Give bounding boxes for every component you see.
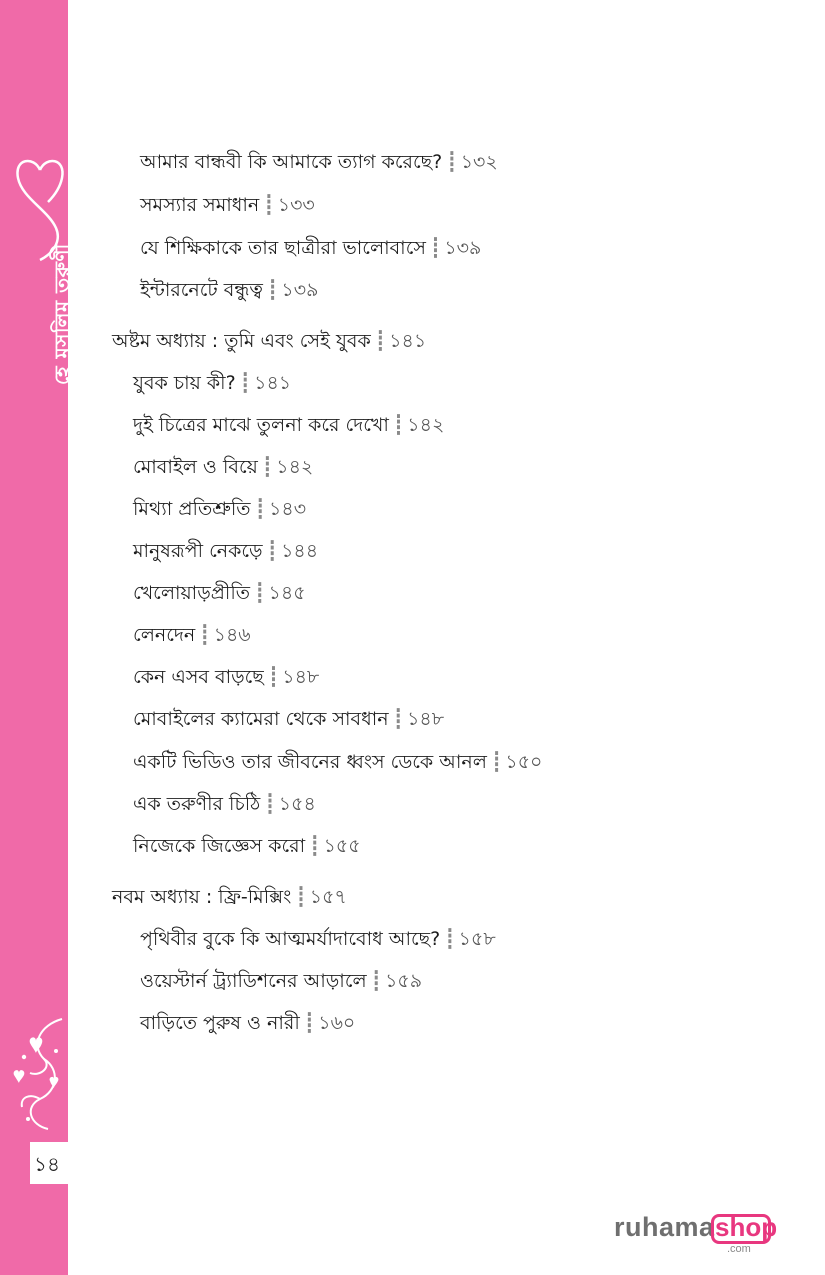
toc-separator: ┋ <box>266 540 279 562</box>
logo-brand-text: ruhama <box>614 1212 715 1242</box>
logo-shop-text: shop <box>715 1212 778 1242</box>
toc-separator: ┋ <box>267 666 280 688</box>
toc-separator: ┋ <box>295 886 307 908</box>
toc-page-number: ১৪৪ <box>281 540 319 562</box>
toc-page-number: ১৪৩ <box>269 498 307 520</box>
toc-page-number: ১৪২ <box>407 414 445 436</box>
toc-separator: ┋ <box>254 498 267 520</box>
toc-entry-title: আমার বান্ধবী কি আমাকে ত্যাগ করেছে? <box>140 151 443 173</box>
toc-separator: ┋ <box>303 1012 316 1034</box>
toc-separator: ┋ <box>444 928 456 950</box>
toc-separator: ┋ <box>263 194 275 216</box>
toc-entry <box>140 150 498 174</box>
toc-page-number: ১৪৫ <box>268 582 306 604</box>
toc-entry <box>140 193 315 217</box>
toc-page-number: ১৩৩ <box>277 194 315 216</box>
toc-entry <box>133 792 316 816</box>
toc-entry <box>133 539 318 563</box>
toc-separator: ┋ <box>309 835 321 857</box>
toc-separator: ┋ <box>490 751 503 773</box>
toc-entry-title: ওয়েস্টার্ন ট্র্যাডিশনের আড়ালে <box>140 970 367 992</box>
toc-entry <box>140 927 496 951</box>
toc-separator: ┋ <box>254 582 266 604</box>
toc-entry-title: মানুষরূপী নেকড়ে <box>133 540 263 562</box>
toc-entry-title: মোবাইল ও বিয়ে <box>133 456 258 478</box>
toc-page-number: ১৫৮ <box>458 928 496 950</box>
toc-entry <box>133 665 319 689</box>
toc-entry-title: নিজেকে জিজ্ঞেস করো <box>133 835 306 857</box>
toc-page-number: ১৩৯ <box>444 237 482 259</box>
toc-entry-title: নবম অধ্যায় : ফ্রি-মিক্সিং <box>112 886 292 908</box>
toc-page-number: ১৪৬ <box>213 624 251 646</box>
toc-page-number: ১৩২ <box>460 151 498 173</box>
toc-entry <box>140 236 481 260</box>
toc-separator: ┋ <box>446 151 458 173</box>
toc-entry-title: মোবাইলের ক্যামেরা থেকে সাবধান <box>133 708 389 730</box>
floral-swirl-icon <box>0 1015 70 1145</box>
toc-page-number: ১৫০ <box>505 751 543 773</box>
toc-separator: ┋ <box>199 624 211 646</box>
toc-entry <box>133 581 306 605</box>
toc-entry-title: এক তরুণীর চিঠি <box>133 793 261 815</box>
toc-page-number: ১৫৯ <box>385 970 423 992</box>
toc-entry-title: কেন এসব বাড়ছে <box>133 666 264 688</box>
page-number: ১৪ <box>34 1152 60 1176</box>
toc-entry-title: যে শিক্ষিকাকে তার ছাত্রীরা ভালোবাসে <box>140 237 426 259</box>
sidebar <box>0 0 74 1275</box>
toc-page-number: ১৪৮ <box>407 708 445 730</box>
toc-entry-title: লেনদেন <box>133 624 196 646</box>
toc-entry <box>133 750 542 774</box>
toc-entry-title: ইন্টারনেটে বন্ধুত্ব <box>140 279 263 301</box>
book-title: হে মুসলিম তরুণী <box>50 243 74 385</box>
toc-page-number: ১৪১ <box>389 330 427 352</box>
toc-separator: ┋ <box>429 237 442 259</box>
toc-separator: ┋ <box>392 708 405 730</box>
toc-page-number: ১৩৯ <box>281 279 319 301</box>
toc-entry <box>133 455 313 479</box>
toc-entry <box>140 278 318 302</box>
toc-entry <box>133 371 291 395</box>
toc-entry <box>133 834 361 858</box>
toc-entry-title: পৃথিবীর বুকে কি আত্মমর্যাদাবোধ আছে? <box>140 928 441 950</box>
toc-entry <box>133 707 444 731</box>
toc-entry <box>133 623 251 647</box>
toc-entry-title: যুবক চায় কী? <box>133 372 236 394</box>
toc-entry-title: খেলোয়াড়প্রীতি <box>133 582 251 604</box>
toc-entry-title: একটি ভিডিও তার জীবনের ধ্বংস ডেকে আনল <box>133 751 487 773</box>
toc-page-number: ১৫৫ <box>323 835 361 857</box>
toc-entry-title: সমস্যার সমাধান <box>140 194 260 216</box>
toc-chapter-heading <box>112 885 347 909</box>
toc-separator: ┋ <box>239 372 252 394</box>
toc-chapter-heading <box>112 329 426 353</box>
toc-page-number: ১৬০ <box>318 1012 356 1034</box>
toc-page-number: ১৪১ <box>254 372 292 394</box>
toc-entry-title: অষ্টম অধ্যায় : তুমি এবং সেই যুবক <box>112 330 371 352</box>
toc-separator: ┋ <box>370 970 383 992</box>
toc-page-number: ১৪২ <box>276 456 314 478</box>
toc-separator: ┋ <box>264 793 276 815</box>
toc-separator: ┋ <box>266 279 279 301</box>
toc-entry <box>133 413 444 437</box>
toc-entry-title: দুই চিত্রের মাঝে তুলনা করে দেখো <box>133 414 389 436</box>
logo-domain-text: .com <box>727 1243 751 1255</box>
toc-separator: ┋ <box>374 330 387 352</box>
toc-entry <box>140 969 422 993</box>
toc-entry <box>133 497 306 521</box>
toc-page-number: ১৫৪ <box>278 793 316 815</box>
toc-entry-title: বাড়িতে পুরুষ ও নারী <box>140 1012 300 1034</box>
toc-separator: ┋ <box>261 456 274 478</box>
toc-page-number: ১৪৮ <box>282 666 320 688</box>
toc-entry <box>140 1011 355 1035</box>
toc-page-number: ১৫৭ <box>309 886 347 908</box>
toc-entry-title: মিথ্যা প্রতিশ্রুতি <box>133 498 251 520</box>
toc-separator: ┋ <box>392 414 405 436</box>
